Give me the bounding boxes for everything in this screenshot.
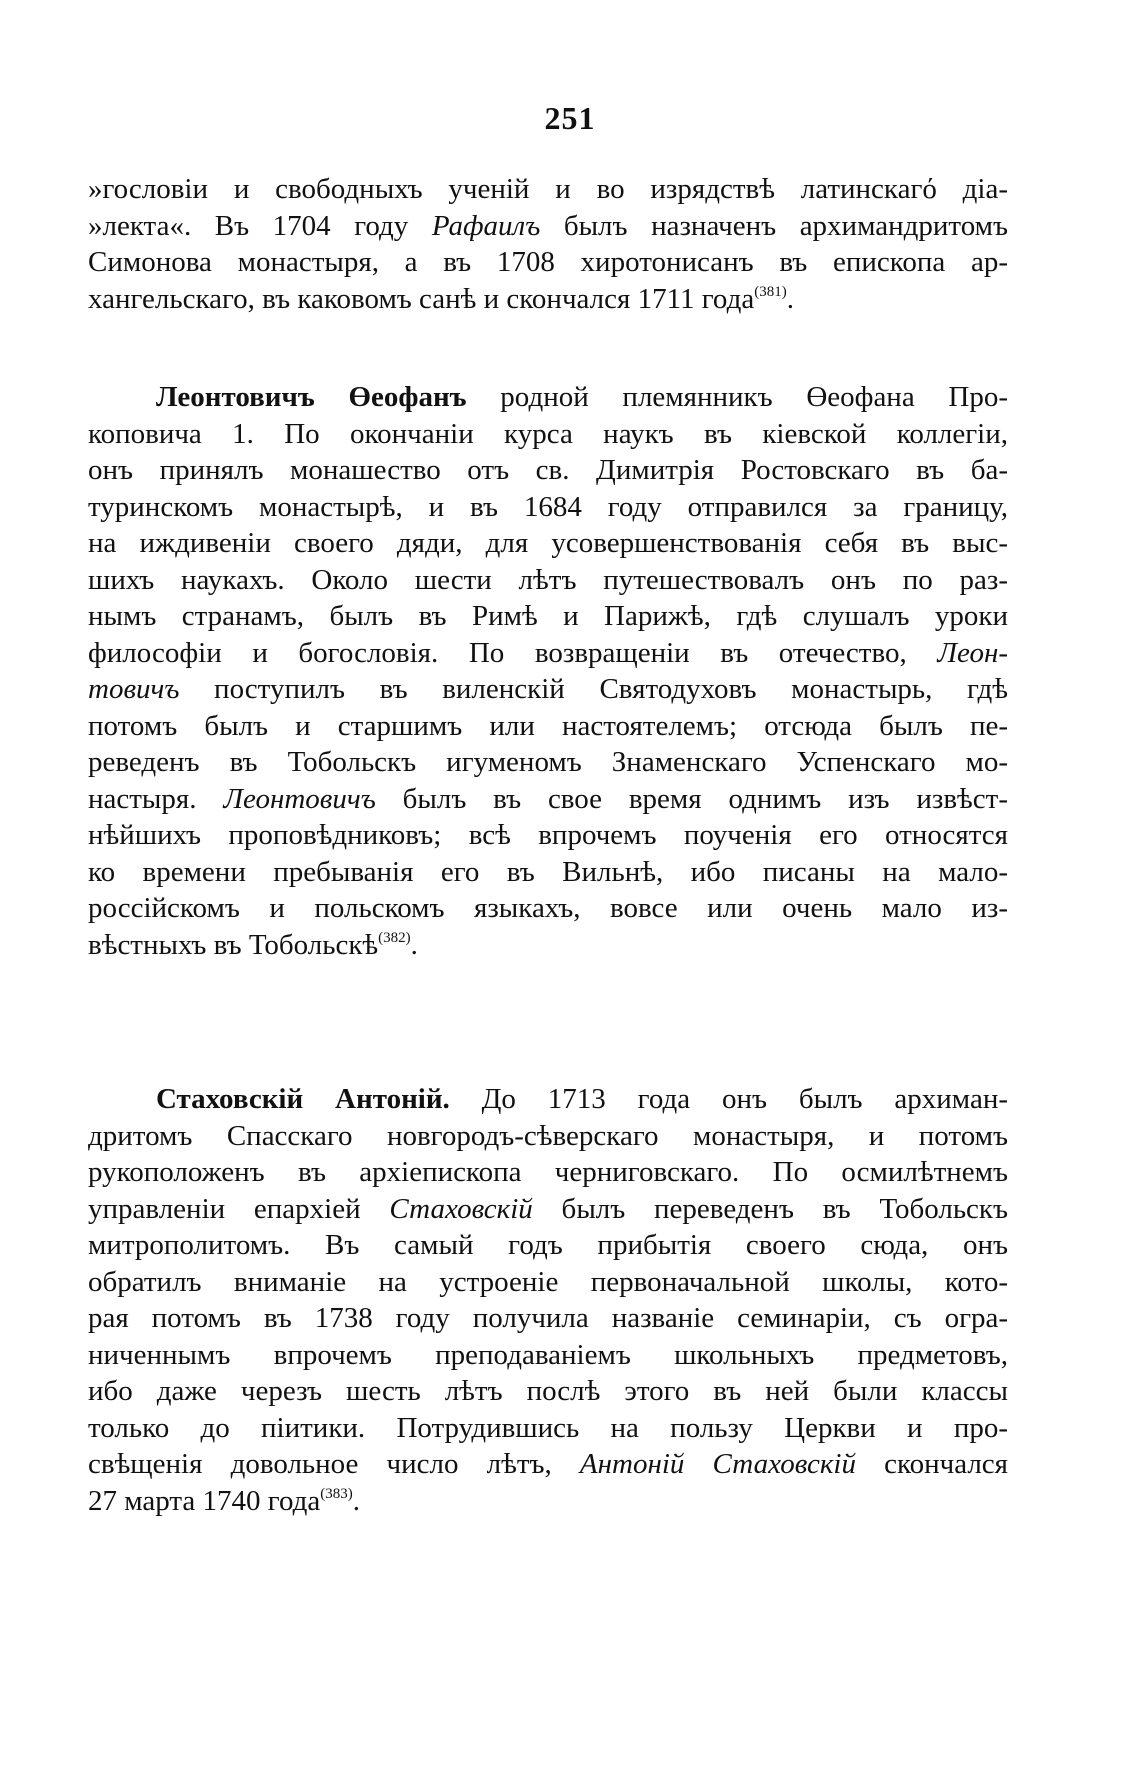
text-line (88, 1483, 1008, 1520)
text-span: философіи и богословія. По возвращеніи въ отечество, (88, 636, 938, 669)
text-span: ко времени пребыванія его въ Вильнѣ, ибо писаны на мало- (88, 855, 1008, 888)
text-span: нымъ странамъ, былъ въ Римѣ и Парижѣ, гдѣ слушалъ уроки (88, 600, 1008, 632)
text-span: . (786, 282, 794, 315)
text-span: реведенъ въ Тобольскъ игуменомъ Знаменскаго Успенскаго мо- (88, 746, 1008, 778)
text-span: скончался (855, 1448, 1008, 1480)
text-line (88, 281, 1008, 318)
footnote-ref: (383) (320, 1485, 353, 1502)
text-span: Симонова монастыря, а въ 1708 хиротонисанъ въ епископа ар- (88, 246, 1008, 278)
text-line (88, 927, 1008, 964)
text-span: управленіи епархіей (88, 1192, 390, 1225)
text-line (88, 525, 1008, 562)
text-line (88, 1081, 1008, 1118)
text-span: . (410, 928, 418, 961)
text-line (88, 1410, 1008, 1447)
text-line (88, 562, 1008, 599)
text-span: онъ принялъ монашество отъ св. Димитрія Ростовскаго въ ба- (88, 454, 1008, 486)
italic-name: Леонтовичъ (223, 782, 376, 815)
italic-name: Антоній Стаховскій (579, 1448, 856, 1480)
page-number: 251 (544, 100, 596, 136)
text-span: былъ назначенъ архимандритомъ (540, 209, 1008, 242)
entry-heading: Стаховскій Антоній. (156, 1083, 450, 1115)
paragraph-stakhovsky (88, 1081, 1008, 1519)
text-line (88, 635, 1008, 672)
text-span: шихъ наукахъ. Около шести лѣтъ путешествовалъ онъ по раз- (88, 563, 1008, 596)
italic-name: товичъ (88, 673, 180, 705)
text-line (88, 452, 1008, 489)
text-line (88, 379, 1008, 416)
text-line (88, 1446, 1008, 1483)
text-span: рая потомъ въ 1738 году получила названіе семинаріи, съ огра- (88, 1302, 1008, 1334)
text-span: хангельскаго, въ каковомъ санѣ и скончался 1711 года (88, 282, 755, 315)
text-line (88, 171, 1008, 208)
text-span: настыря. (88, 782, 224, 815)
text-span: на иждивеніи своего дяди, для усовершенствованія себя въ выс- (88, 527, 1008, 559)
text-line (88, 671, 1008, 708)
text-span: »лекта«. (88, 209, 192, 242)
text-span: дритомъ Спасскаго новгородъ-сѣверскаго монастыря, и потомъ (88, 1119, 1008, 1152)
text-line (88, 598, 1008, 635)
text-span: Въ 1704 году (191, 209, 432, 242)
text-span: обратилъ вниманіе на устроеніе первоначальной школы, кото- (88, 1265, 1008, 1298)
text-span: ибо даже черезъ шесть лѣтъ послѣ этого въ ней были классы (88, 1375, 1008, 1407)
text-span: коповича 1. По окончаніи курса наукъ въ кіевской коллегіи, (88, 417, 1008, 450)
text-span: рукоположенъ въ архіепископа черниговскаго. По осмилѣтнемъ (88, 1156, 1008, 1188)
text-span: родной племянникъ Өеофана Про- (466, 381, 1008, 413)
paragraph-rafail (88, 171, 1008, 317)
text-span: митрополитомъ. Въ самый годъ прибытія своего сюда, онъ (88, 1229, 1008, 1261)
paragraph-leontovich (88, 379, 1008, 963)
text-span: вѣстныхъ въ Тобольскѣ (88, 928, 379, 961)
text-span: былъ переведенъ въ Тобольскъ (532, 1192, 1008, 1225)
text-span: поступилъ въ виленскій Святодуховъ монастырь, гдѣ (179, 673, 1008, 705)
text-line (88, 781, 1008, 818)
text-span: . (352, 1484, 361, 1517)
text-line (88, 1264, 1008, 1301)
text-line (88, 1300, 1008, 1337)
text-line (88, 208, 1008, 245)
text-line (88, 708, 1008, 745)
italic-name: Стаховскій (389, 1192, 533, 1225)
text-line (88, 854, 1008, 891)
entry-heading: Леонтовичъ Өеофанъ (156, 381, 467, 413)
text-line (88, 489, 1008, 526)
footnote-ref: (381) (754, 283, 787, 300)
footnote-ref: (382) (378, 929, 411, 946)
text-line (88, 1337, 1008, 1374)
text-line (88, 244, 1008, 281)
text-line (88, 817, 1008, 854)
text-span: россійскомъ и польскомъ языкахъ, вовсе или очень мало из- (88, 892, 1008, 924)
text-span: туринскомъ монастырѣ, и въ 1684 году отправился за границу, (88, 490, 1008, 523)
text-line (88, 890, 1008, 927)
italic-name: Леон- (937, 636, 1008, 669)
text-line (88, 416, 1008, 453)
text-span: былъ въ свое время однимъ изъ извѣст- (375, 782, 1008, 815)
text-line (88, 1118, 1008, 1155)
text-line (88, 1154, 1008, 1191)
text-line (88, 1191, 1008, 1228)
text-line (88, 1227, 1008, 1264)
text-line (88, 744, 1008, 781)
italic-name: Рафаилъ (431, 209, 541, 242)
text-span: нѣйшихъ проповѣдниковъ; всѣ впрочемъ поученія его относятся (88, 819, 1008, 851)
text-span: ниченнымъ впрочемъ преподаваніемъ школьныхъ предметовъ, (88, 1338, 1008, 1371)
text-span: 27 марта 1740 года (88, 1484, 321, 1517)
text-span: потомъ былъ и старшимъ или настоятелемъ; отсюда былъ пе- (88, 709, 1008, 742)
text-span: только до піитики. Потрудившись на пользу Церкви и про- (88, 1411, 1008, 1444)
text-span: свѣщенія довольное число лѣтъ, (88, 1448, 580, 1480)
text-span: До 1713 года онъ былъ архиман- (449, 1083, 1008, 1115)
text-span: »гословіи и свободныхъ ученій и во изрядствѣ латинскагό діа- (88, 173, 1008, 205)
text-line (88, 1373, 1008, 1410)
